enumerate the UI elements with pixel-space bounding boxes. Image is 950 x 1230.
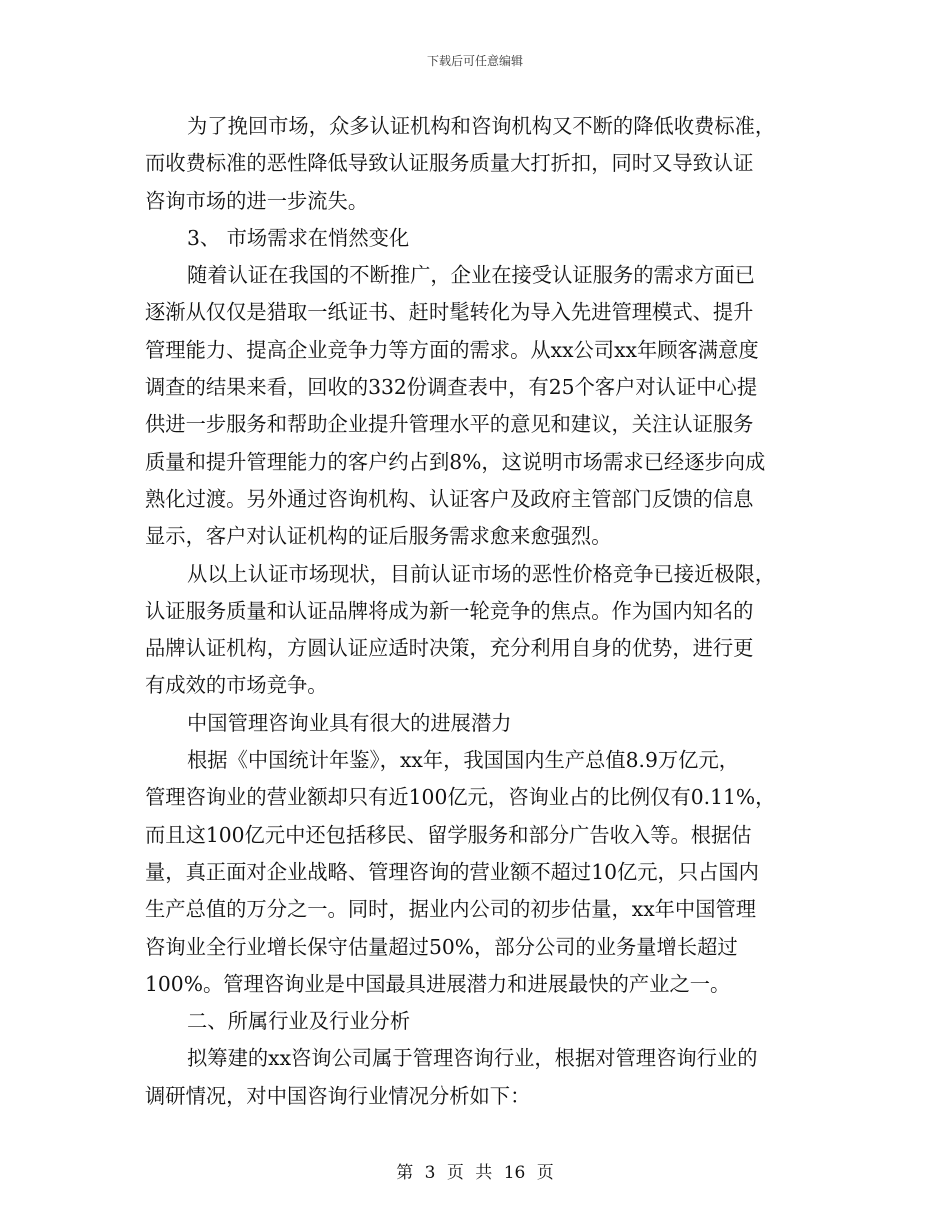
text-line: 有成效的市场竞争。: [145, 673, 328, 698]
text-line: 质量和提升管理能力的客户约占到8%，这说明市场需求已经逐步向成: [145, 449, 766, 474]
text-line: 熟化过渡。另外通过咨询机构、认证客户及政府主管部门反馈的信息: [145, 486, 754, 511]
text-line: 而收费标准的恶性降低导致认证服务质量大打折扣，同时又导致认证: [145, 151, 754, 176]
text-line: 中国管理咨询业具有很大的进展潜力: [187, 710, 512, 735]
text-line: 管理能力、提高企业竞争力等方面的需求。从xx公司xx年顾客满意度: [145, 337, 759, 362]
page-header: 下载后可任意编辑: [426, 54, 523, 68]
text-line: 随着认证在我国的不断推广，企业在接受认证服务的需求方面已: [187, 263, 755, 288]
text-line: 3、 市场需求在悄然变化: [187, 225, 410, 250]
text-line: 逐渐从仅仅是猎取一纸证书、赶时髦转化为导入先进管理模式、提升: [145, 300, 754, 325]
document-body: [145, 108, 810, 1115]
text-line: 品牌认证机构，方圆认证应适时决策，充分利用自身的优势，进行更: [145, 636, 754, 661]
text-line: 生产总值的万分之一。同时，据业内公司的初步估量，xx年中国管理: [145, 897, 757, 922]
text-line: 调研情况，对中国咨询行业情况分析如下：: [145, 1083, 531, 1108]
text-line: 咨询市场的进一步流失。: [145, 188, 369, 213]
text-line: 显示，客户对认证机构的证后服务需求愈来愈强烈。: [145, 524, 612, 549]
page-footer: 第 3 页 共 16 页: [396, 1163, 554, 1183]
text-line: 而且这100亿元中还包括移民、留学服务和部分广告收入等。根据估: [145, 822, 752, 847]
text-line: 拟筹建的xx咨询公司属于管理咨询行业，根据对管理咨询行业的: [187, 1046, 758, 1071]
text-line: 咨询业全行业增长保守估量超过50%，部分公司的业务量增长超过: [145, 934, 738, 959]
text-line: 调查的结果来看，回收的332份调查表中，有25个客户对认证中心提: [145, 375, 758, 400]
text-line: 从以上认证市场现状，目前认证市场的恶性价格竞争已接近极限，: [187, 561, 776, 586]
text-line: 量，真正面对企业战略、管理咨询的营业额不超过10亿元，只占国内: [145, 859, 759, 884]
text-line: 供进一步服务和帮助企业提升管理水平的意见和建议，关注认证服务: [145, 412, 754, 437]
text-line: 二、所属行业及行业分析: [187, 1009, 411, 1034]
text-line: 管理咨询业的营业额却只有近100亿元，咨询业占的比例仅有0.11%，: [145, 785, 776, 810]
text-line: 根据《中国统计年鉴》，xx年，我国国内生产总值8.9万亿元，: [187, 748, 740, 773]
text-line: 认证服务质量和认证品牌将成为新一轮竞争的焦点。作为国内知名的: [145, 598, 754, 623]
text-line: 为了挽回市场，众多认证机构和咨询机构又不断的降低收费标准，: [187, 114, 776, 138]
text-line: 100%。管理咨询业是中国最具进展潜力和进展最快的产业之一。: [145, 971, 731, 996]
